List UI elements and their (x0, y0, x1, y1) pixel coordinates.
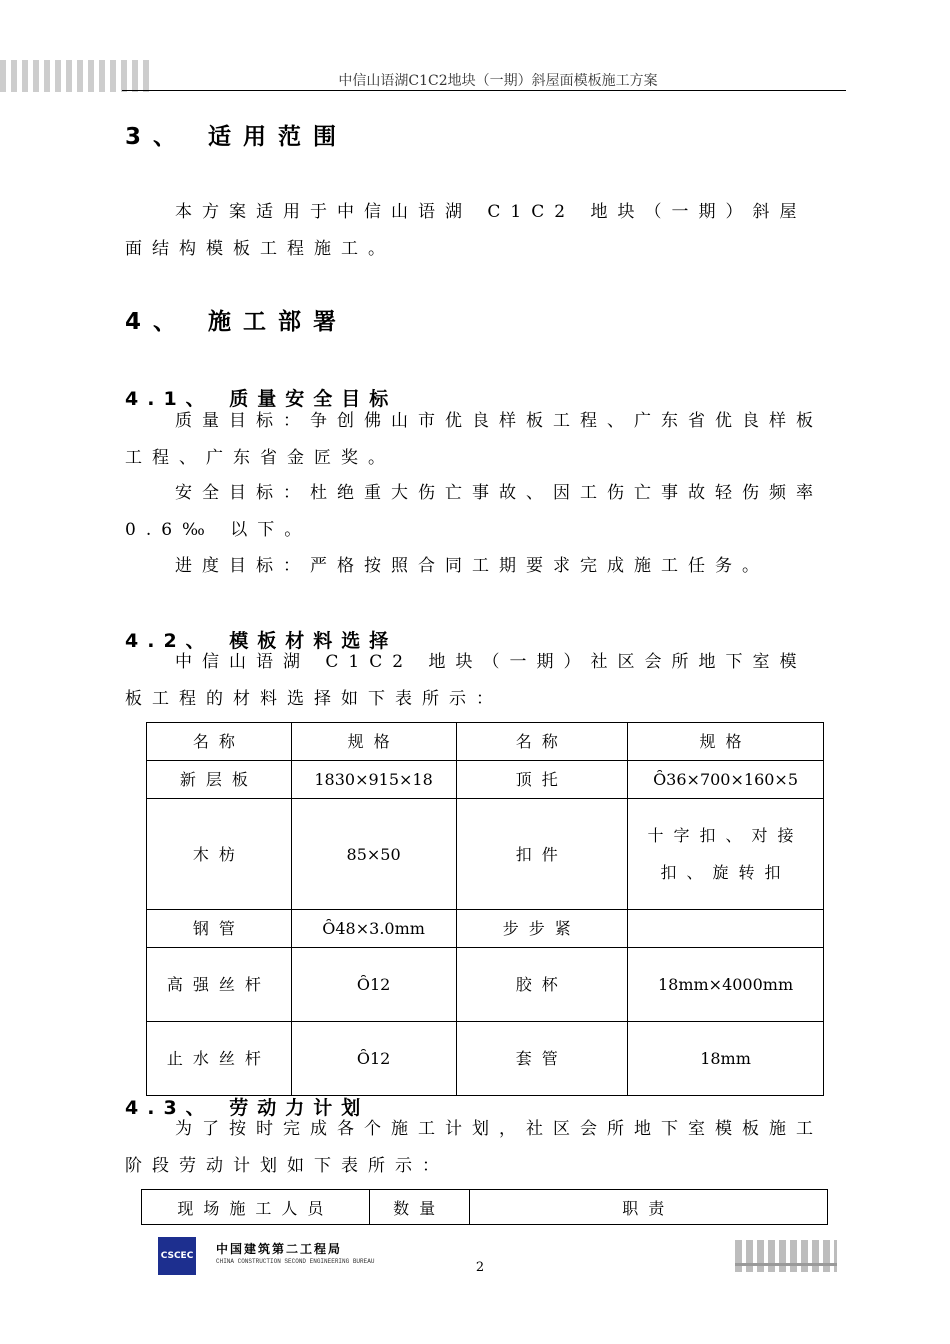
quality-goal-text: 质量目标：争创佛山市优良样板工程、广东省优良样板工程、广东省金匠奖。 (125, 411, 823, 468)
company-logo: CSCEC (158, 1237, 196, 1275)
page-number: 2 (475, 1260, 485, 1275)
section-3-text: 本方案适用于中信山语湖 C1C2 地块（一期）斜屋面结构模板工程施工。 (125, 202, 807, 259)
table-header-cell: 职责 (469, 1190, 827, 1225)
table-cell (628, 910, 824, 948)
table-cell: 扣件 (456, 799, 628, 910)
table-cell: 胶杯 (456, 948, 628, 1022)
material-table (146, 722, 824, 1096)
subsection-4-3-heading: 4.3、 劳动力计划 (125, 1097, 370, 1119)
table-header-cell: 数量 (369, 1190, 469, 1225)
header-decoration (0, 60, 150, 92)
labor-table (141, 1189, 828, 1225)
table-cell: Ȏ12 (291, 948, 456, 1022)
table-cell: 18mm×4000mm (628, 948, 824, 1022)
table-header-row (142, 1190, 828, 1225)
table-cell: Ȏ48×3.0mm (291, 910, 456, 948)
table-cell: 顶托 (456, 761, 628, 799)
section-3-heading: 3、 适用范围 (125, 124, 349, 150)
company-name-en: CHINA CONSTRUCTION SECOND ENGINEERING BUREAU (216, 1258, 375, 1265)
quality-goal-paragraph (125, 403, 830, 477)
table-row (147, 948, 824, 1022)
material-intro-text: 中信山语湖 C1C2 地块（一期）社区会所地下室模板工程的材料选择如下表所示： (125, 652, 807, 709)
labor-intro-paragraph (125, 1111, 830, 1185)
table-header-cell: 现场施工人员 (142, 1190, 370, 1225)
table-header-cell: 名称 (147, 723, 292, 761)
header-rule (122, 90, 846, 91)
section-4-heading: 4、 施工部署 (125, 309, 349, 335)
footer-rule (735, 1263, 837, 1266)
table-cell: 十字扣、对接扣、旋转扣 (628, 799, 824, 910)
footer-decoration (735, 1240, 837, 1272)
table-cell: 套管 (456, 1022, 628, 1096)
table-cell: Ȏ36×700×160×5 (628, 761, 824, 799)
subsection-4-2-heading: 4.2、 模板材料选择 (125, 630, 398, 652)
header-title: 中信山语湖C1C2地块（一期）斜屋面模板施工方案 (338, 73, 658, 89)
table-cell: 步步紧 (456, 910, 628, 948)
schedule-goal-paragraph (125, 548, 830, 585)
table-header-cell: 规格 (628, 723, 824, 761)
table-cell: 木枋 (147, 799, 292, 910)
table-header-cell: 规格 (291, 723, 456, 761)
safety-goal-text: 安全目标：杜绝重大伤亡事故、因工伤亡事故轻伤频率 0.6‰ 以下。 (125, 483, 823, 540)
labor-intro-text: 为了按时完成各个施工计划，社区会所地下室模板施工阶段劳动计划如下表所示： (125, 1119, 823, 1176)
table-cell: 85×50 (291, 799, 456, 910)
table-row (147, 910, 824, 948)
safety-goal-paragraph (125, 475, 830, 549)
table-header-cell: 名称 (456, 723, 628, 761)
company-name-cn: 中国建筑第二工程局 (216, 1242, 343, 1256)
table-row (147, 799, 824, 910)
table-cell: 新层板 (147, 761, 292, 799)
table-header-row (147, 723, 824, 761)
schedule-goal-text: 进度目标：严格按照合同工期要求完成施工任务。 (175, 556, 769, 576)
table-row (147, 761, 824, 799)
table-cell: 钢管 (147, 910, 292, 948)
table-cell: Ȏ12 (291, 1022, 456, 1096)
section-3-paragraph (125, 194, 830, 268)
table-cell: 18mm (628, 1022, 824, 1096)
material-intro-paragraph (125, 644, 830, 718)
table-cell: 止水丝杆 (147, 1022, 292, 1096)
subsection-4-1-heading: 4.1、 质量安全目标 (125, 388, 398, 410)
table-cell: 高强丝杆 (147, 948, 292, 1022)
table-row (147, 1022, 824, 1096)
table-cell: 1830×915×18 (291, 761, 456, 799)
